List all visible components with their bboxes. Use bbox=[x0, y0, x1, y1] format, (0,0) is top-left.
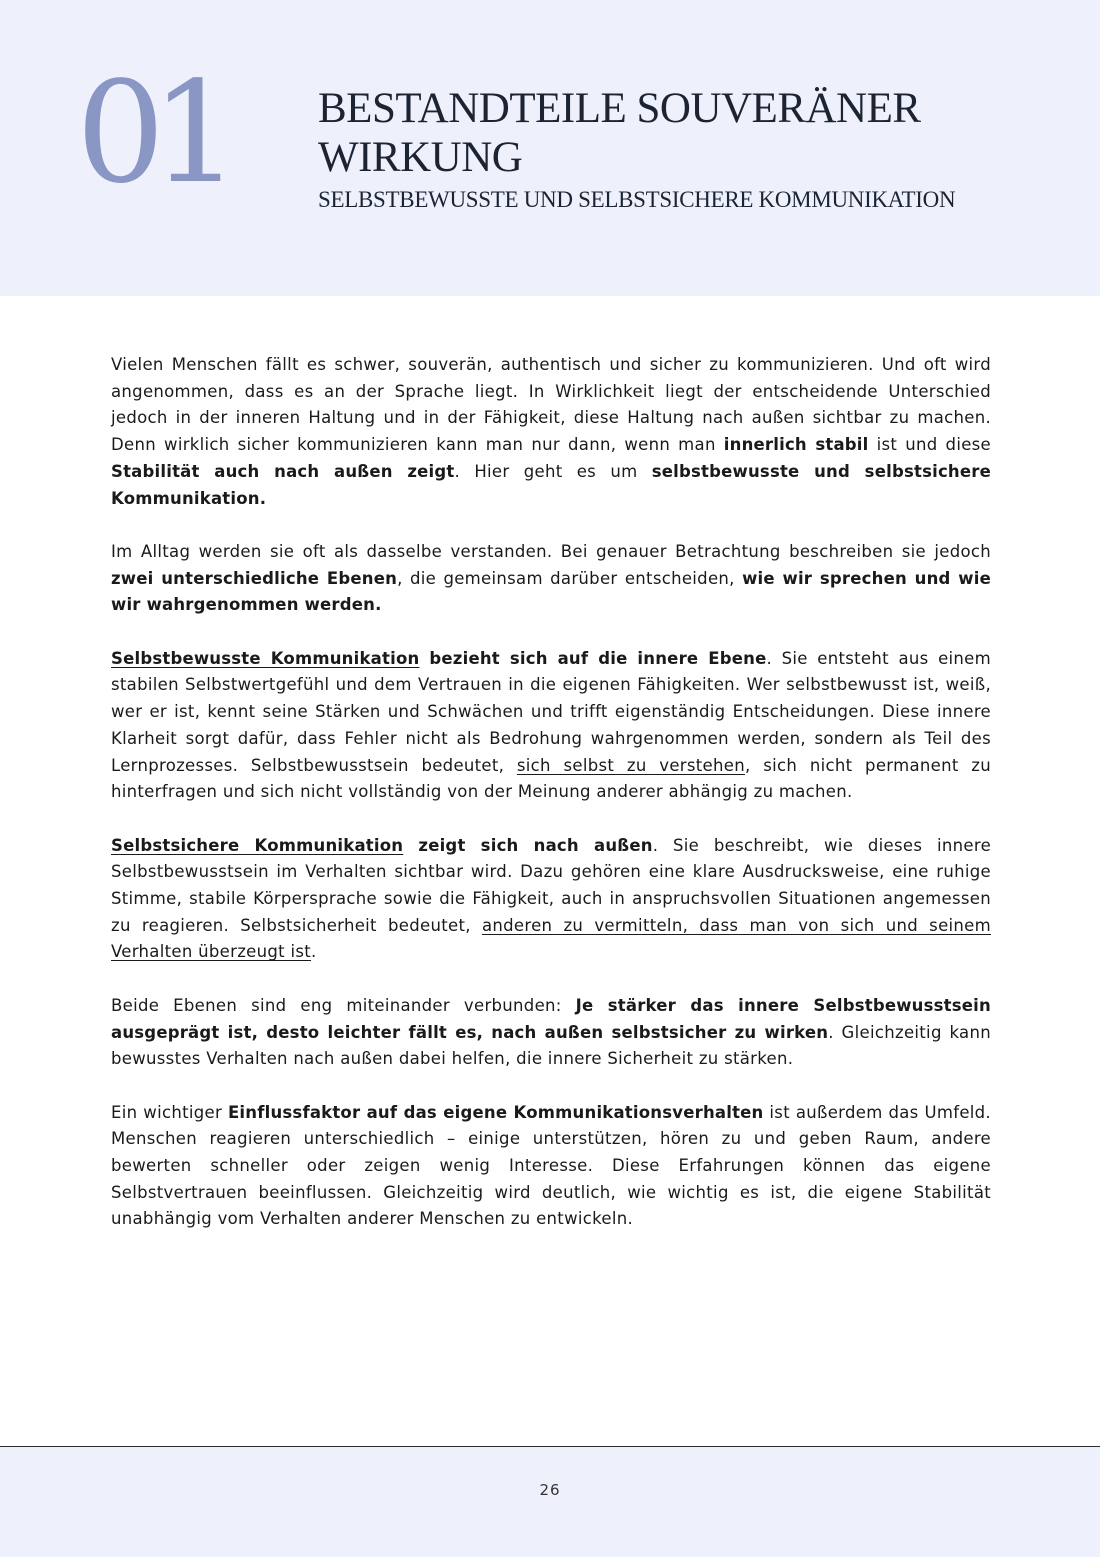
text-run: . Gleichzeitig kann bewusstes Verhalten nach außen dabei helfen, die innere Sicherheit zu stärken. bbox=[111, 1022, 991, 1069]
underlined-text: Selbstsichere Kommunikation bbox=[111, 835, 404, 855]
paragraph-self-assured bbox=[111, 833, 991, 967]
page-title-line-1: BESTANDTEILE SOUVERÄNER bbox=[318, 85, 921, 132]
text-run: Ein wichtiger bbox=[111, 1102, 228, 1122]
text-run: , sich nicht permanent zu hinterfragen und sich nicht vollständig von der Meinung anderer abhängig zu machen. bbox=[111, 755, 992, 802]
bold-text: innerlich stabil bbox=[723, 435, 869, 455]
chapter-number: 01 bbox=[76, 52, 227, 215]
underlined-text: sich selbst zu verstehen bbox=[516, 755, 745, 775]
main-content bbox=[111, 352, 991, 1260]
paragraph-connection bbox=[111, 993, 991, 1073]
text-run: Vielen Menschen fällt es schwer, souverän, authentisch und sicher zu kommunizieren. Und oft wird angenommen, dass es an der Sprache liegt. In Wirklichkeit liegt der entscheidende Unterschied jedoch in der inneren Haltung und in der Fähigkeit, diese Haltung nach außen sichtbar zu machen. Denn wirklich sicher kommunizieren kann man nur dann, wenn man bbox=[111, 355, 991, 455]
underlined-text: Selbstbewusste Kommunikation bbox=[111, 648, 420, 668]
page-number: 26 bbox=[539, 1481, 561, 1499]
bold-text: Stabilität auch nach außen zeigt bbox=[111, 461, 455, 481]
bold-text: zwei unterschiedliche Ebenen bbox=[111, 568, 398, 588]
paragraph-environment bbox=[111, 1100, 991, 1234]
paragraph-intro bbox=[111, 352, 991, 512]
text-run: . Hier geht es um bbox=[454, 461, 652, 481]
text-run: Beide Ebenen sind eng miteinander verbunden: bbox=[111, 995, 576, 1015]
underlined-text: anderen zu vermitteln, dass man von sich und seinem Verhalten überzeugt ist bbox=[111, 915, 991, 962]
text-run: , die gemeinsam darüber entscheiden, bbox=[397, 568, 743, 588]
bold-text: Je stärker das innere Selbstbewusstsein ausgeprägt ist, desto leichter fällt es, nach außen selbstsicher zu wirken bbox=[111, 995, 991, 1042]
bold-text: selbstbewusste und selbstsichere Kommunikation. bbox=[111, 461, 991, 508]
page-title-line-2: WIRKUNG bbox=[318, 134, 523, 181]
page-subtitle: SELBSTBEWUSSTE UND SELBSTSICHERE KOMMUNIKATION bbox=[318, 187, 956, 212]
text-run: ist außerdem das Umfeld. Menschen reagieren unterschiedlich – einige unterstützen, hören zu und geben Raum, andere bewerten schneller oder zeigen wenig Interesse. Diese Erfahrungen können das eigene Selbstvertrauen beeinflussen. Gleichzeitig wird deutlich, wie wichtig es ist, die eigene Stabilität unabhängig vom Verhalten anderer Menschen zu entwickeln. bbox=[111, 1102, 991, 1229]
bold-text: wie wir sprechen und wie wir wahrgenommen werden. bbox=[111, 568, 991, 615]
bold-text: zeigt sich nach außen bbox=[403, 835, 653, 855]
header-banner bbox=[0, 0, 1100, 296]
footer-band bbox=[0, 1447, 1100, 1557]
text-run: Im Alltag werden sie oft als dasselbe verstanden. Bei genauer Betrachtung beschreiben sie jedoch bbox=[111, 541, 991, 561]
text-run: . Sie entsteht aus einem stabilen Selbstwertgefühl und dem Vertrauen in die eigenen Fähigkeiten. Wer selbstbewusst ist, weiß, wer er ist, kennt seine Stärken und Schwächen und trifft eigenständig Entscheidungen. Diese innere Klarheit sorgt dafür, dass Fehler nicht als Bedrohung wahrgenommen werden, sondern als Teil des Lernprozesses. Selbstbewusstsein bedeutet, bbox=[111, 648, 991, 775]
text-run: ist und diese bbox=[868, 435, 991, 455]
bold-underlined-text bbox=[111, 836, 403, 855]
page-title bbox=[318, 84, 1038, 182]
bold-underlined-text bbox=[111, 649, 419, 668]
text-run: . bbox=[311, 942, 317, 962]
bold-text: bezieht sich auf die innere Ebene bbox=[419, 648, 767, 668]
paragraph-self-aware bbox=[111, 646, 991, 806]
bold-text: Einflussfaktor auf das eigene Kommunikationsverhalten bbox=[227, 1102, 764, 1122]
text-run: . Sie beschreibt, wie dieses innere Selbstbewusstsein im Verhalten sichtbar wird. Dazu gehören eine klare Ausdrucksweise, eine ruhige Stimme, stabile Körpersprache sowie die Fähigkeit, auch in anspruchsvollen Situationen angemessen zu reagieren. Selbstsicherheit bedeutet, bbox=[111, 835, 992, 935]
paragraph-everyday bbox=[111, 539, 991, 619]
title-block bbox=[318, 84, 1038, 214]
